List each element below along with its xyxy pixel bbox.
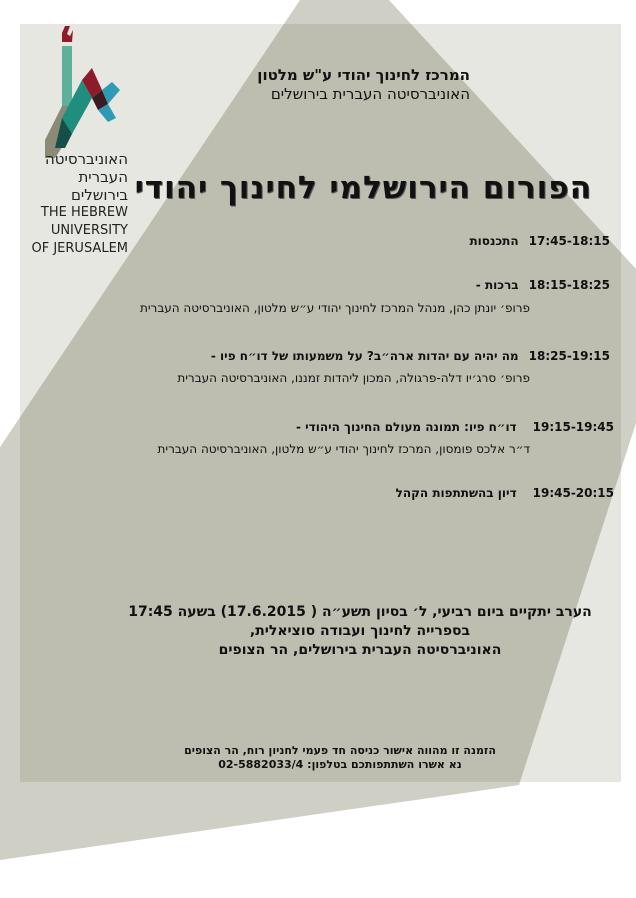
venue-date-line: הערב יתקיים ביום רביעי, ל׳ בסיון תשע״ה ( 17.6.2015) בשעה 17:45 bbox=[128, 604, 592, 620]
schedule-speaker: פרופ׳ יונתן כהן, מנהל המרכז לחינוך יהודי ע״ש מלטון, האוניברסיטה העברית bbox=[139, 301, 530, 315]
parking-note: הזמנה זו מהווה אישור כניסה חד פעמי לחניון רוח, הר הצופים bbox=[184, 744, 496, 757]
schedule-time: 17:45-18:15 bbox=[528, 234, 610, 248]
venue-campus-line: האוניברסיטה העברית בירושלים, הר הצופים bbox=[218, 642, 502, 658]
schedule-title: ברכות - bbox=[475, 278, 519, 292]
schedule-item bbox=[476, 278, 610, 292]
schedule-time: 18:15-18:25 bbox=[528, 278, 610, 292]
schedule-title: דו״ח פיו: תמונה מעולם החינוך היהודי - bbox=[295, 420, 517, 434]
footer-note bbox=[140, 744, 540, 772]
logo-wordmark bbox=[32, 150, 129, 258]
schedule-time: 19:15-19:45 bbox=[532, 420, 614, 434]
schedule-time: 18:25-19:15 bbox=[528, 349, 610, 363]
event-title: הפורום הירושלמי לחינוך יהודי bbox=[134, 170, 592, 206]
logo-hebrew-line: בירושלים bbox=[70, 186, 128, 204]
logo-english-line: UNIVERSITY bbox=[50, 223, 128, 238]
schedule-title: דיון בהשתתפות הקהל bbox=[395, 486, 517, 500]
logo-english-line: OF JERUSALEM bbox=[31, 241, 128, 256]
schedule-title: מה יהיה עם יהדות ארה״ב? על משמעותו של דו״ח פיו - bbox=[210, 349, 519, 363]
schedule-speaker: ד״ר אלכס פומסון, המרכז לחינוך יהודי ע״ש מלטון, האוניברסיטה העברית bbox=[157, 442, 530, 456]
venue-details bbox=[100, 603, 620, 660]
schedule-time: 19:45-20:15 bbox=[532, 486, 614, 500]
logo-english-line: THE HEBREW bbox=[40, 205, 128, 220]
logo-hebrew-line: העברית bbox=[78, 168, 128, 186]
schedule-item bbox=[211, 349, 610, 363]
schedule-item bbox=[469, 234, 610, 248]
rsvp-note: נא אשרו השתתפותכם בטלפון: 02-5882033/4 bbox=[218, 758, 462, 771]
organizer-name: המרכז לחינוך יהודי ע"ש מלטון bbox=[257, 66, 470, 84]
schedule-title: התכנסות bbox=[469, 234, 519, 248]
logo-hebrew-line: האוניברסיטה bbox=[44, 150, 128, 168]
organizer-university: האוניברסיטה העברית בירושלים bbox=[270, 85, 470, 103]
schedule-speaker: פרופ׳ סרג׳יו דלה-פרגולה, המכון ליהדות זמננו, האוניברסיטה העברית bbox=[177, 371, 530, 385]
venue-place-line: בספרייה לחינוך ועבודה סוציאלית, bbox=[249, 623, 471, 639]
schedule-item bbox=[396, 486, 614, 500]
schedule-item bbox=[296, 420, 614, 434]
